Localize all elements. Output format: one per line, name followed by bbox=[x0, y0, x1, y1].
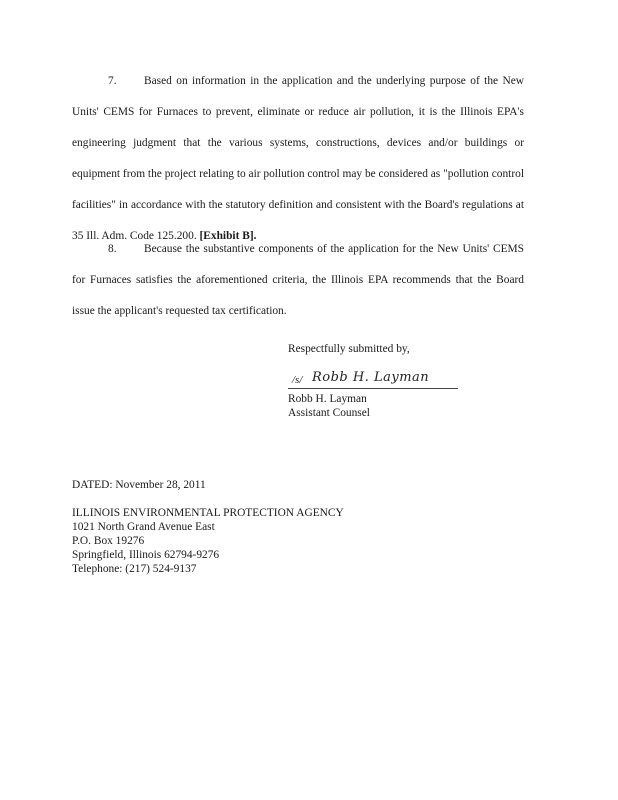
dated-line: DATED: November 28, 2011 bbox=[72, 479, 206, 491]
paragraph-text: Because the substantive components of the application for the New Units' CEMS for Furnaces satisfies the aforementioned criteria, the Illinois EPA recommends that the Board issue the applicant's requested tax certification. bbox=[72, 243, 524, 317]
agency-phone: Telephone: (217) 524-9137 bbox=[72, 563, 197, 575]
signer-title: Assistant Counsel bbox=[288, 407, 370, 419]
signature-line bbox=[288, 370, 528, 392]
signature-closing: Respectfully submitted by, bbox=[288, 343, 410, 355]
agency-po-box: P.O. Box 19276 bbox=[72, 535, 145, 547]
agency-name: ILLINOIS ENVIRONMENTAL PROTECTION AGENCY bbox=[72, 507, 344, 519]
electronic-signature-mark: /s/ bbox=[292, 374, 303, 386]
agency-address-block bbox=[72, 506, 344, 576]
exhibit-reference: [Exhibit B]. bbox=[199, 230, 257, 242]
paragraph-number: 8. bbox=[108, 243, 117, 255]
agency-city: Springfield, Illinois 62794-9276 bbox=[72, 549, 220, 561]
paragraph-8 bbox=[72, 234, 524, 327]
handwritten-signature: Robb H. Layman bbox=[312, 370, 430, 385]
signer-name: Robb H. Layman bbox=[288, 393, 367, 405]
paragraph-7 bbox=[72, 66, 524, 252]
paragraph-number: 7. bbox=[108, 75, 117, 87]
paragraph-text: Based on information in the application and the underlying purpose of the New Units' CEMS for Furnaces to prevent, eliminate or reduce air pollution, it is the Illinois EPA's engineering judgment that the various systems, constructions, devices and/or buildings or equipment from the project relating to air pollution control may be considered as "pollution control facilities" in accordance with the statutory definition and consistent with the Board's regulations at 35 Ill. Adm. Code 125.200. bbox=[72, 75, 524, 242]
signature-block bbox=[288, 340, 528, 420]
agency-street: 1021 North Grand Avenue East bbox=[72, 521, 215, 533]
signature-rule bbox=[288, 388, 458, 389]
